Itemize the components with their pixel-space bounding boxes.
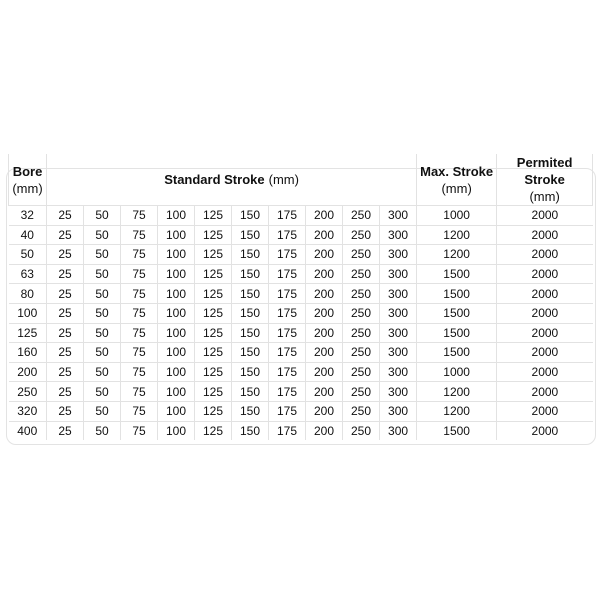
stroke-cell: 125 xyxy=(195,245,232,265)
stroke-cell: 100 xyxy=(158,225,195,245)
stroke-cell: 100 xyxy=(158,362,195,382)
stroke-cell: 300 xyxy=(380,264,417,284)
stroke-cell: 75 xyxy=(121,343,158,363)
stroke-cell: 50 xyxy=(84,284,121,304)
stroke-cell: 150 xyxy=(232,421,269,440)
stroke-cell: 200 xyxy=(306,343,343,363)
max-stroke-cell: 1500 xyxy=(417,421,497,440)
permited-stroke-cell: 2000 xyxy=(497,284,593,304)
stroke-cell: 175 xyxy=(269,225,306,245)
stroke-cell: 125 xyxy=(195,284,232,304)
bore-cell: 50 xyxy=(9,245,47,265)
stroke-cell: 125 xyxy=(195,382,232,402)
stroke-cell: 300 xyxy=(380,382,417,402)
stroke-cell: 200 xyxy=(306,362,343,382)
stroke-cell: 75 xyxy=(121,362,158,382)
stroke-cell: 175 xyxy=(269,343,306,363)
stroke-cell: 25 xyxy=(47,303,84,323)
permited-stroke-cell: 2000 xyxy=(497,382,593,402)
max-stroke-title: Max. Stroke xyxy=(420,163,494,179)
stroke-cell: 250 xyxy=(343,382,380,402)
bore-cell: 100 xyxy=(9,303,47,323)
permited-stroke-cell: 2000 xyxy=(497,323,593,343)
stroke-cell: 50 xyxy=(84,343,121,363)
table-row xyxy=(9,401,593,421)
stroke-cell: 150 xyxy=(232,225,269,245)
stroke-cell: 100 xyxy=(158,401,195,421)
stroke-cell: 100 xyxy=(158,284,195,304)
bore-cell: 200 xyxy=(9,362,47,382)
stroke-cell: 75 xyxy=(121,264,158,284)
permited-stroke-title-2: Stroke xyxy=(524,172,565,187)
bore-cell: 125 xyxy=(9,323,47,343)
max-stroke-cell: 1500 xyxy=(417,264,497,284)
stroke-cell: 250 xyxy=(343,303,380,323)
stroke-cell: 250 xyxy=(343,421,380,440)
stroke-cell: 75 xyxy=(121,303,158,323)
stroke-cell: 125 xyxy=(195,343,232,363)
table-row xyxy=(9,284,593,304)
stroke-cell: 50 xyxy=(84,264,121,284)
stroke-cell: 300 xyxy=(380,284,417,304)
stroke-cell: 50 xyxy=(84,206,121,226)
stroke-cell: 300 xyxy=(380,245,417,265)
stroke-cell: 250 xyxy=(343,284,380,304)
stroke-cell: 300 xyxy=(380,362,417,382)
stroke-cell: 250 xyxy=(343,264,380,284)
stroke-cell: 75 xyxy=(121,284,158,304)
stroke-cell: 125 xyxy=(195,303,232,323)
stroke-cell: 100 xyxy=(158,303,195,323)
stroke-cell: 150 xyxy=(232,343,269,363)
table-row xyxy=(9,206,593,226)
permited-stroke-cell: 2000 xyxy=(497,401,593,421)
stroke-cell: 125 xyxy=(195,362,232,382)
bore-cell: 160 xyxy=(9,343,47,363)
stroke-cell: 250 xyxy=(343,225,380,245)
stroke-cell: 25 xyxy=(47,421,84,440)
permited-stroke-cell: 2000 xyxy=(497,362,593,382)
bore-cell: 250 xyxy=(9,382,47,402)
stroke-cell: 25 xyxy=(47,343,84,363)
stroke-cell: 150 xyxy=(232,284,269,304)
stroke-cell: 125 xyxy=(195,264,232,284)
max-stroke-cell: 1200 xyxy=(417,401,497,421)
table-row xyxy=(9,323,593,343)
bore-cell: 80 xyxy=(9,284,47,304)
stroke-cell: 150 xyxy=(232,264,269,284)
permited-stroke-cell: 2000 xyxy=(497,245,593,265)
standard-stroke-unit: (mm) xyxy=(268,172,299,187)
stroke-cell: 25 xyxy=(47,362,84,382)
stroke-cell: 200 xyxy=(306,264,343,284)
stroke-cell: 250 xyxy=(343,323,380,343)
stroke-cell: 250 xyxy=(343,401,380,421)
table-row xyxy=(9,303,593,323)
stroke-cell: 125 xyxy=(195,421,232,440)
stroke-cell: 50 xyxy=(84,245,121,265)
stroke-cell: 50 xyxy=(84,362,121,382)
bore-cell: 32 xyxy=(9,206,47,226)
max-stroke-unit: (mm) xyxy=(441,180,472,196)
max-stroke-cell: 1000 xyxy=(417,206,497,226)
stroke-cell: 200 xyxy=(306,225,343,245)
bore-cell: 400 xyxy=(9,421,47,440)
permited-stroke-cell: 2000 xyxy=(497,421,593,440)
stroke-cell: 300 xyxy=(380,323,417,343)
stroke-cell: 300 xyxy=(380,206,417,226)
stroke-cell: 75 xyxy=(121,225,158,245)
stroke-cell: 250 xyxy=(343,206,380,226)
stroke-cell: 175 xyxy=(269,264,306,284)
stroke-cell: 250 xyxy=(343,343,380,363)
stroke-cell: 50 xyxy=(84,323,121,343)
stroke-cell: 100 xyxy=(158,206,195,226)
stroke-cell: 125 xyxy=(195,225,232,245)
stroke-cell: 175 xyxy=(269,206,306,226)
stroke-cell: 175 xyxy=(269,362,306,382)
stroke-cell: 200 xyxy=(306,401,343,421)
table-row xyxy=(9,343,593,363)
stroke-cell: 25 xyxy=(47,264,84,284)
header-row xyxy=(9,154,593,206)
table-row xyxy=(9,362,593,382)
stroke-cell: 25 xyxy=(47,284,84,304)
stroke-cell: 75 xyxy=(121,421,158,440)
stroke-cell: 50 xyxy=(84,401,121,421)
stroke-cell: 100 xyxy=(158,264,195,284)
standard-stroke-header xyxy=(47,154,417,206)
stroke-cell: 50 xyxy=(84,225,121,245)
stroke-cell: 125 xyxy=(195,401,232,421)
stroke-cell: 200 xyxy=(306,206,343,226)
stroke-cell: 300 xyxy=(380,343,417,363)
stroke-cell: 75 xyxy=(121,245,158,265)
stroke-cell: 150 xyxy=(232,362,269,382)
stroke-cell: 175 xyxy=(269,401,306,421)
table-row xyxy=(9,421,593,440)
stroke-cell: 50 xyxy=(84,382,121,402)
stroke-cell: 75 xyxy=(121,206,158,226)
stroke-cell: 125 xyxy=(195,323,232,343)
permited-stroke-header xyxy=(497,154,593,206)
bore-header-unit: (mm) xyxy=(12,180,43,196)
stroke-cell: 75 xyxy=(121,323,158,343)
stroke-cell: 200 xyxy=(306,245,343,265)
stroke-cell: 250 xyxy=(343,245,380,265)
stroke-cell: 100 xyxy=(158,323,195,343)
stroke-cell: 200 xyxy=(306,303,343,323)
stroke-cell: 175 xyxy=(269,284,306,304)
standard-stroke-title: Standard Stroke xyxy=(164,172,265,187)
table-row xyxy=(9,264,593,284)
stroke-cell: 200 xyxy=(306,382,343,402)
max-stroke-cell: 1500 xyxy=(417,343,497,363)
max-stroke-cell: 1200 xyxy=(417,245,497,265)
table-row xyxy=(9,245,593,265)
stroke-cell: 50 xyxy=(84,303,121,323)
stroke-cell: 25 xyxy=(47,382,84,402)
stroke-cell: 75 xyxy=(121,382,158,402)
stroke-cell: 300 xyxy=(380,421,417,440)
table-row xyxy=(9,225,593,245)
stroke-cell: 150 xyxy=(232,401,269,421)
stroke-cell: 300 xyxy=(380,303,417,323)
max-stroke-cell: 1500 xyxy=(417,303,497,323)
max-stroke-cell: 1000 xyxy=(417,362,497,382)
stroke-cell: 200 xyxy=(306,284,343,304)
stroke-cell: 150 xyxy=(232,206,269,226)
permited-stroke-cell: 2000 xyxy=(497,225,593,245)
permited-stroke-cell: 2000 xyxy=(497,343,593,363)
stroke-cell: 150 xyxy=(232,245,269,265)
max-stroke-cell: 1500 xyxy=(417,284,497,304)
stroke-cell: 100 xyxy=(158,421,195,440)
bore-header-title: Bore xyxy=(12,163,43,179)
stroke-cell: 25 xyxy=(47,206,84,226)
stroke-cell: 50 xyxy=(84,421,121,440)
stroke-cell: 100 xyxy=(158,245,195,265)
bore-cell: 63 xyxy=(9,264,47,284)
stroke-cell: 200 xyxy=(306,323,343,343)
permited-stroke-cell: 2000 xyxy=(497,206,593,226)
stroke-cell: 175 xyxy=(269,382,306,402)
stroke-cell: 25 xyxy=(47,225,84,245)
stroke-cell: 175 xyxy=(269,323,306,343)
stroke-cell: 250 xyxy=(343,362,380,382)
max-stroke-header xyxy=(417,154,497,206)
stroke-cell: 300 xyxy=(380,225,417,245)
stroke-cell: 300 xyxy=(380,401,417,421)
permited-stroke-unit: (mm) xyxy=(529,189,560,204)
stroke-cell: 175 xyxy=(269,245,306,265)
stroke-cell: 100 xyxy=(158,343,195,363)
stroke-cell: 25 xyxy=(47,323,84,343)
bore-header xyxy=(9,154,47,206)
stroke-cell: 75 xyxy=(121,401,158,421)
max-stroke-cell: 1500 xyxy=(417,323,497,343)
stroke-cell: 25 xyxy=(47,401,84,421)
stroke-cell: 150 xyxy=(232,382,269,402)
permited-stroke-cell: 2000 xyxy=(497,303,593,323)
stroke-cell: 200 xyxy=(306,421,343,440)
bore-cell: 320 xyxy=(9,401,47,421)
max-stroke-cell: 1200 xyxy=(417,382,497,402)
max-stroke-cell: 1200 xyxy=(417,225,497,245)
stroke-cell: 150 xyxy=(232,303,269,323)
table-row xyxy=(9,382,593,402)
bore-cell: 40 xyxy=(9,225,47,245)
permited-stroke-cell: 2000 xyxy=(497,264,593,284)
permited-stroke-title-1: Permited xyxy=(516,155,573,170)
stroke-cell: 150 xyxy=(232,323,269,343)
stroke-table xyxy=(8,154,593,440)
stroke-cell: 100 xyxy=(158,382,195,402)
stroke-cell: 25 xyxy=(47,245,84,265)
stroke-cell: 175 xyxy=(269,421,306,440)
stroke-cell: 125 xyxy=(195,206,232,226)
stroke-cell: 175 xyxy=(269,303,306,323)
